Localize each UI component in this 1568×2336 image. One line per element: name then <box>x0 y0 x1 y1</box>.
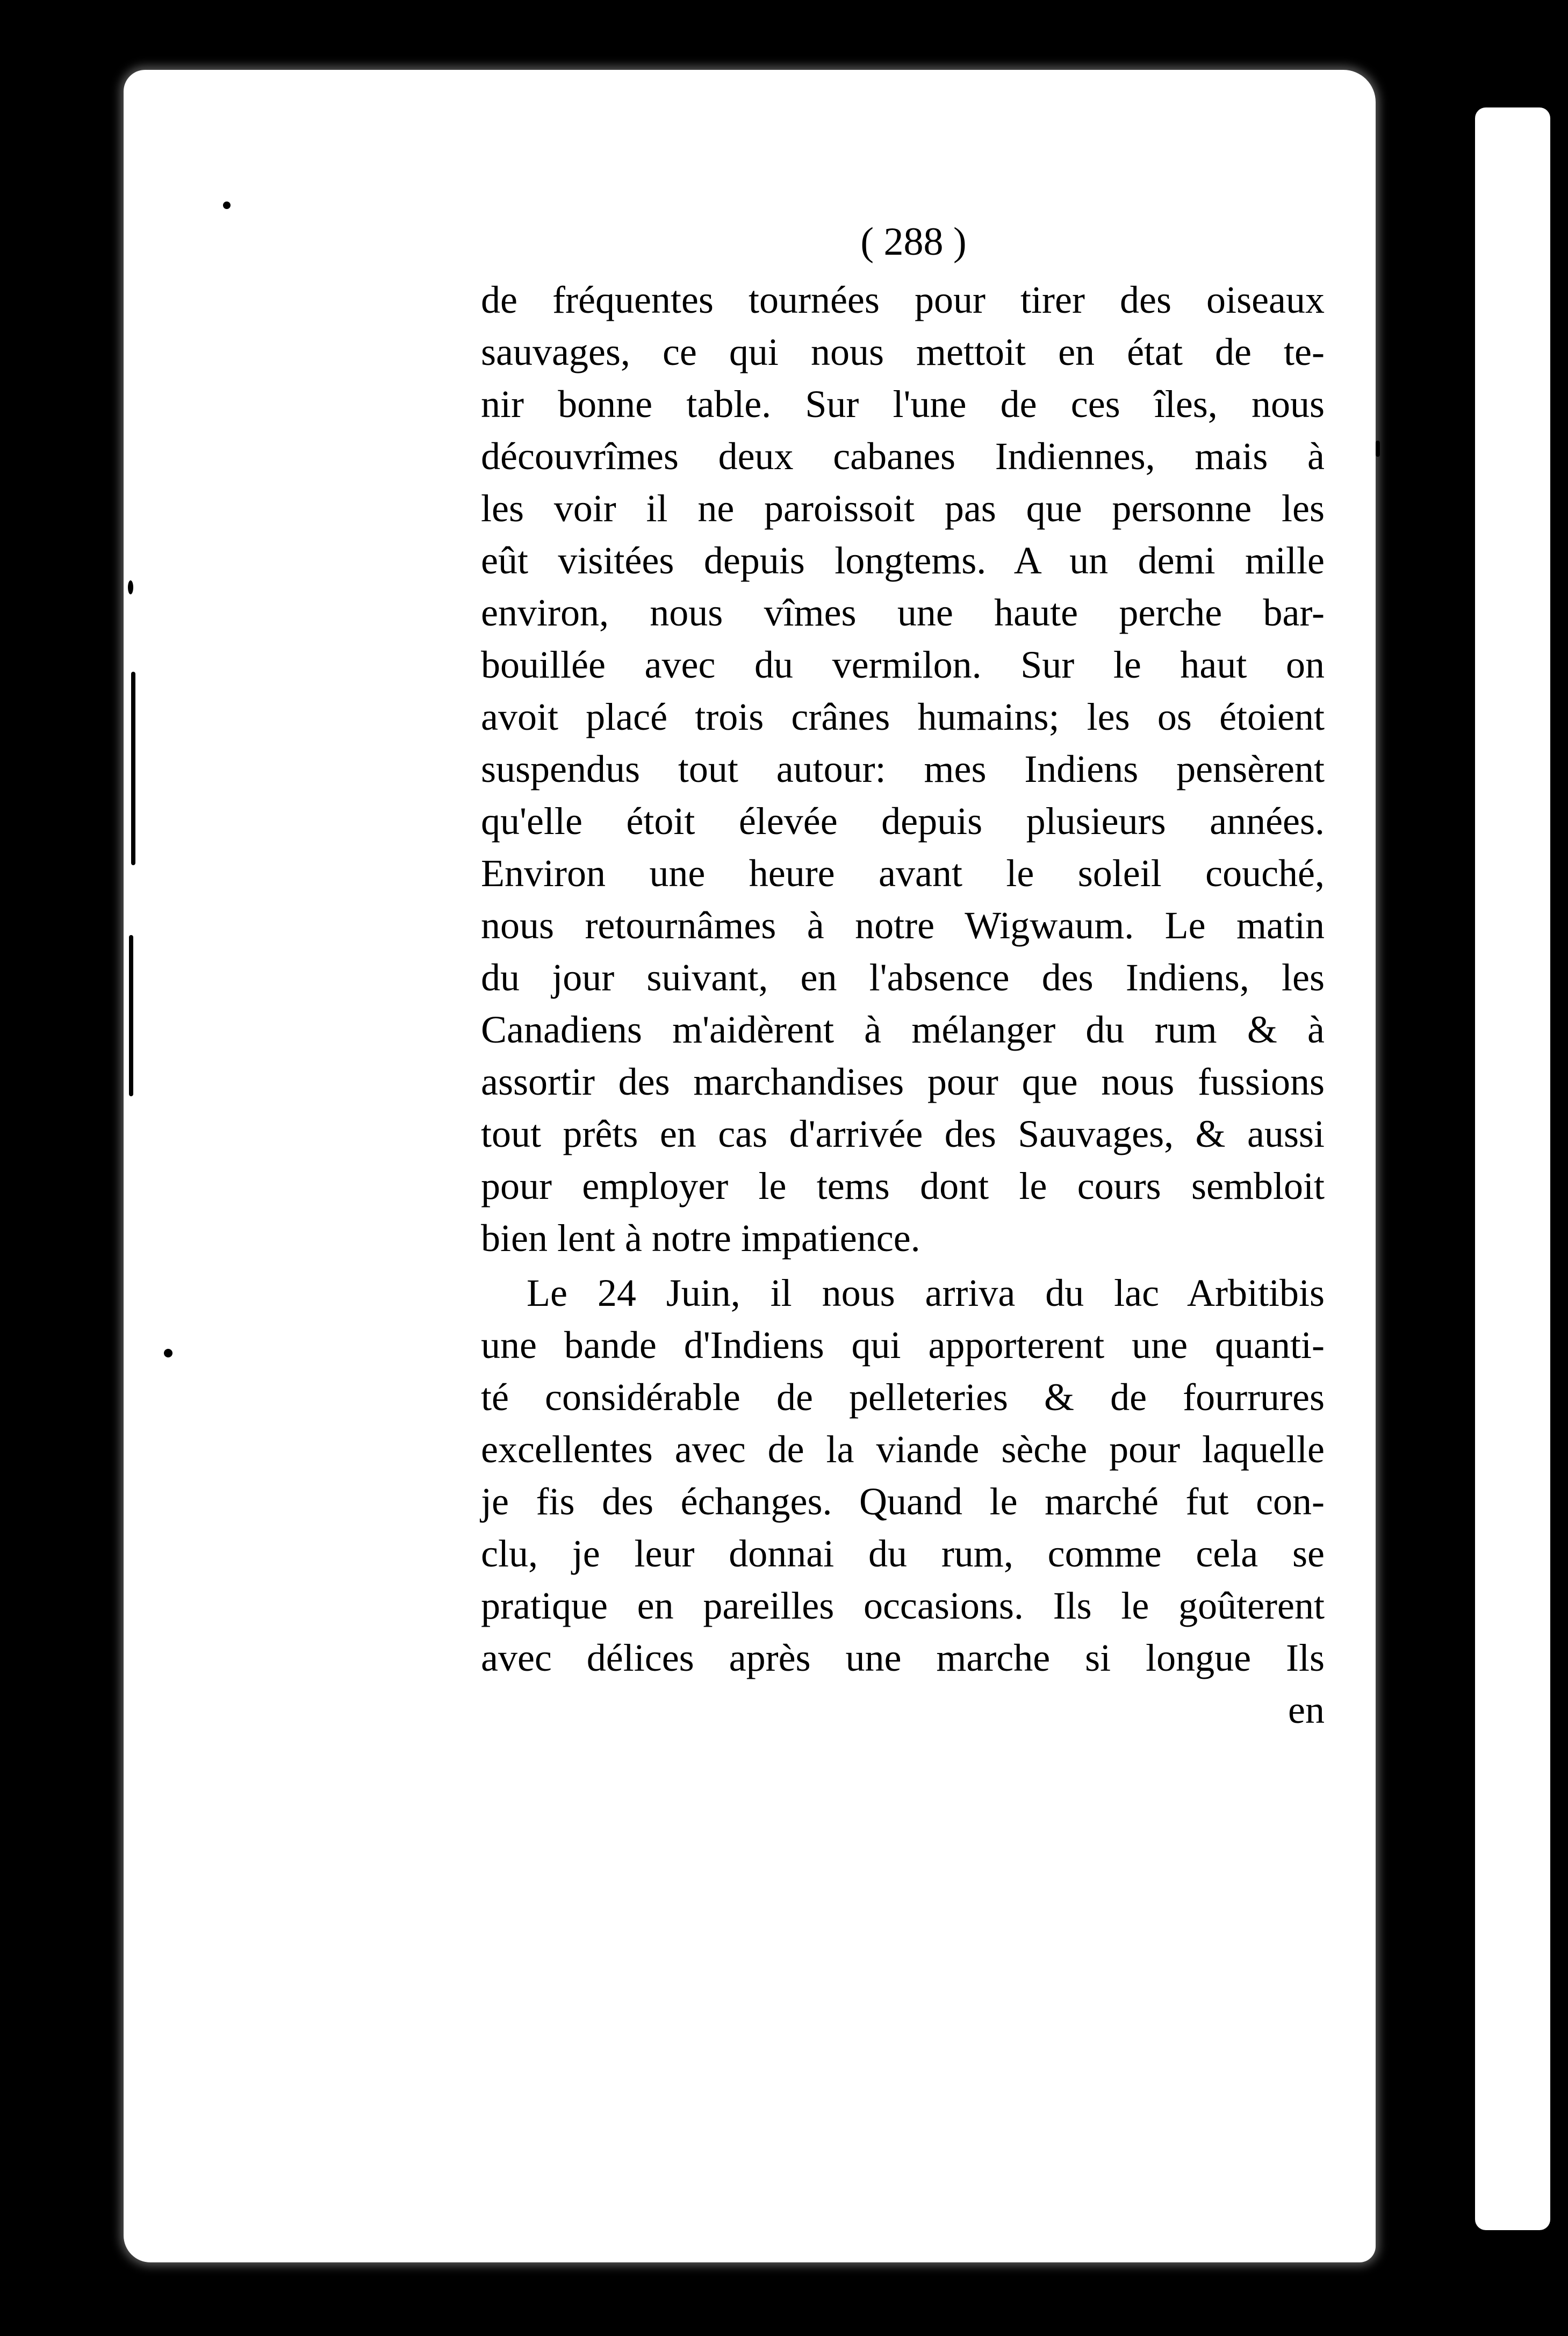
scan-speck <box>128 580 133 594</box>
text-line: de fréquentes tournées pour tirer des oiseaux <box>481 278 1325 321</box>
text-line: bien lent à notre impatience. <box>481 1217 920 1260</box>
scan-speck <box>223 202 231 209</box>
scan-speck <box>131 672 135 865</box>
text-line: Environ une heure avant le soleil couché, <box>481 852 1325 895</box>
text-line: clu, je leur donnai du rum, comme cela se <box>481 1532 1325 1575</box>
text-line: Canadiens m'aidèrent à mélanger du rum & à <box>481 1008 1325 1051</box>
text-line: découvrîmes deux cabanes Indiennes, mais à <box>481 435 1325 478</box>
text-line: environ, nous vîmes une haute perche bar- <box>481 591 1325 634</box>
text-line: tout prêts en cas d'arrivée des Sauvages, & aussi <box>481 1112 1325 1155</box>
text-line: assortir des marchandises pour que nous fussions <box>481 1060 1325 1103</box>
text-line: sauvages, ce qui nous mettoit en état de te- <box>481 330 1325 373</box>
text-line: té considérable de pelleteries & de fourrures <box>481 1376 1325 1419</box>
paragraph-1 <box>481 274 1325 1264</box>
text-line: eût visitées depuis longtems. A un demi mille <box>481 539 1325 582</box>
page-number: ( 288 ) <box>860 220 967 264</box>
text-line: qu'elle étoit élevée depuis plusieurs années. <box>481 800 1325 843</box>
text-line: suspendus tout autour: mes Indiens pensèrent <box>481 747 1325 790</box>
text-line: avec délices après une marche si longue Ils <box>481 1636 1325 1679</box>
text-line: nous retournâmes à notre Wigwaum. Le matin <box>481 904 1325 947</box>
text-line: je fis des échanges. Quand le marché fut con- <box>481 1480 1325 1523</box>
page-text <box>481 220 1325 1736</box>
text-line: Le 24 Juin, il nous arriva du lac Arbitibis <box>527 1271 1325 1314</box>
text-line: bouillée avec du vermilon. Sur le haut on <box>481 643 1325 686</box>
text-line: excellentes avec de la viande sèche pour laquelle <box>481 1428 1325 1471</box>
scan-speck <box>129 935 133 1096</box>
scan-speck <box>1376 441 1380 457</box>
text-line: les voir il ne paroissoit pas que personne les <box>481 487 1325 530</box>
catchword: en <box>1288 1688 1325 1731</box>
text-line: pratique en pareilles occasions. Ils le goûterent <box>481 1584 1325 1627</box>
text-line: nir bonne table. Sur l'une de ces îles, nous <box>481 383 1325 426</box>
scan-speck <box>164 1349 172 1357</box>
text-line: avoit placé trois crânes humains; les os étoient <box>481 695 1325 738</box>
text-line: pour employer le tems dont le cours sembloit <box>481 1165 1325 1207</box>
adjacent-page-edge <box>1475 107 1550 2230</box>
text-line: du jour suivant, en l'absence des Indiens, les <box>481 956 1325 999</box>
text-line: une bande d'Indiens qui apporterent une quanti- <box>481 1324 1325 1367</box>
paragraph-2 <box>481 1267 1325 1684</box>
